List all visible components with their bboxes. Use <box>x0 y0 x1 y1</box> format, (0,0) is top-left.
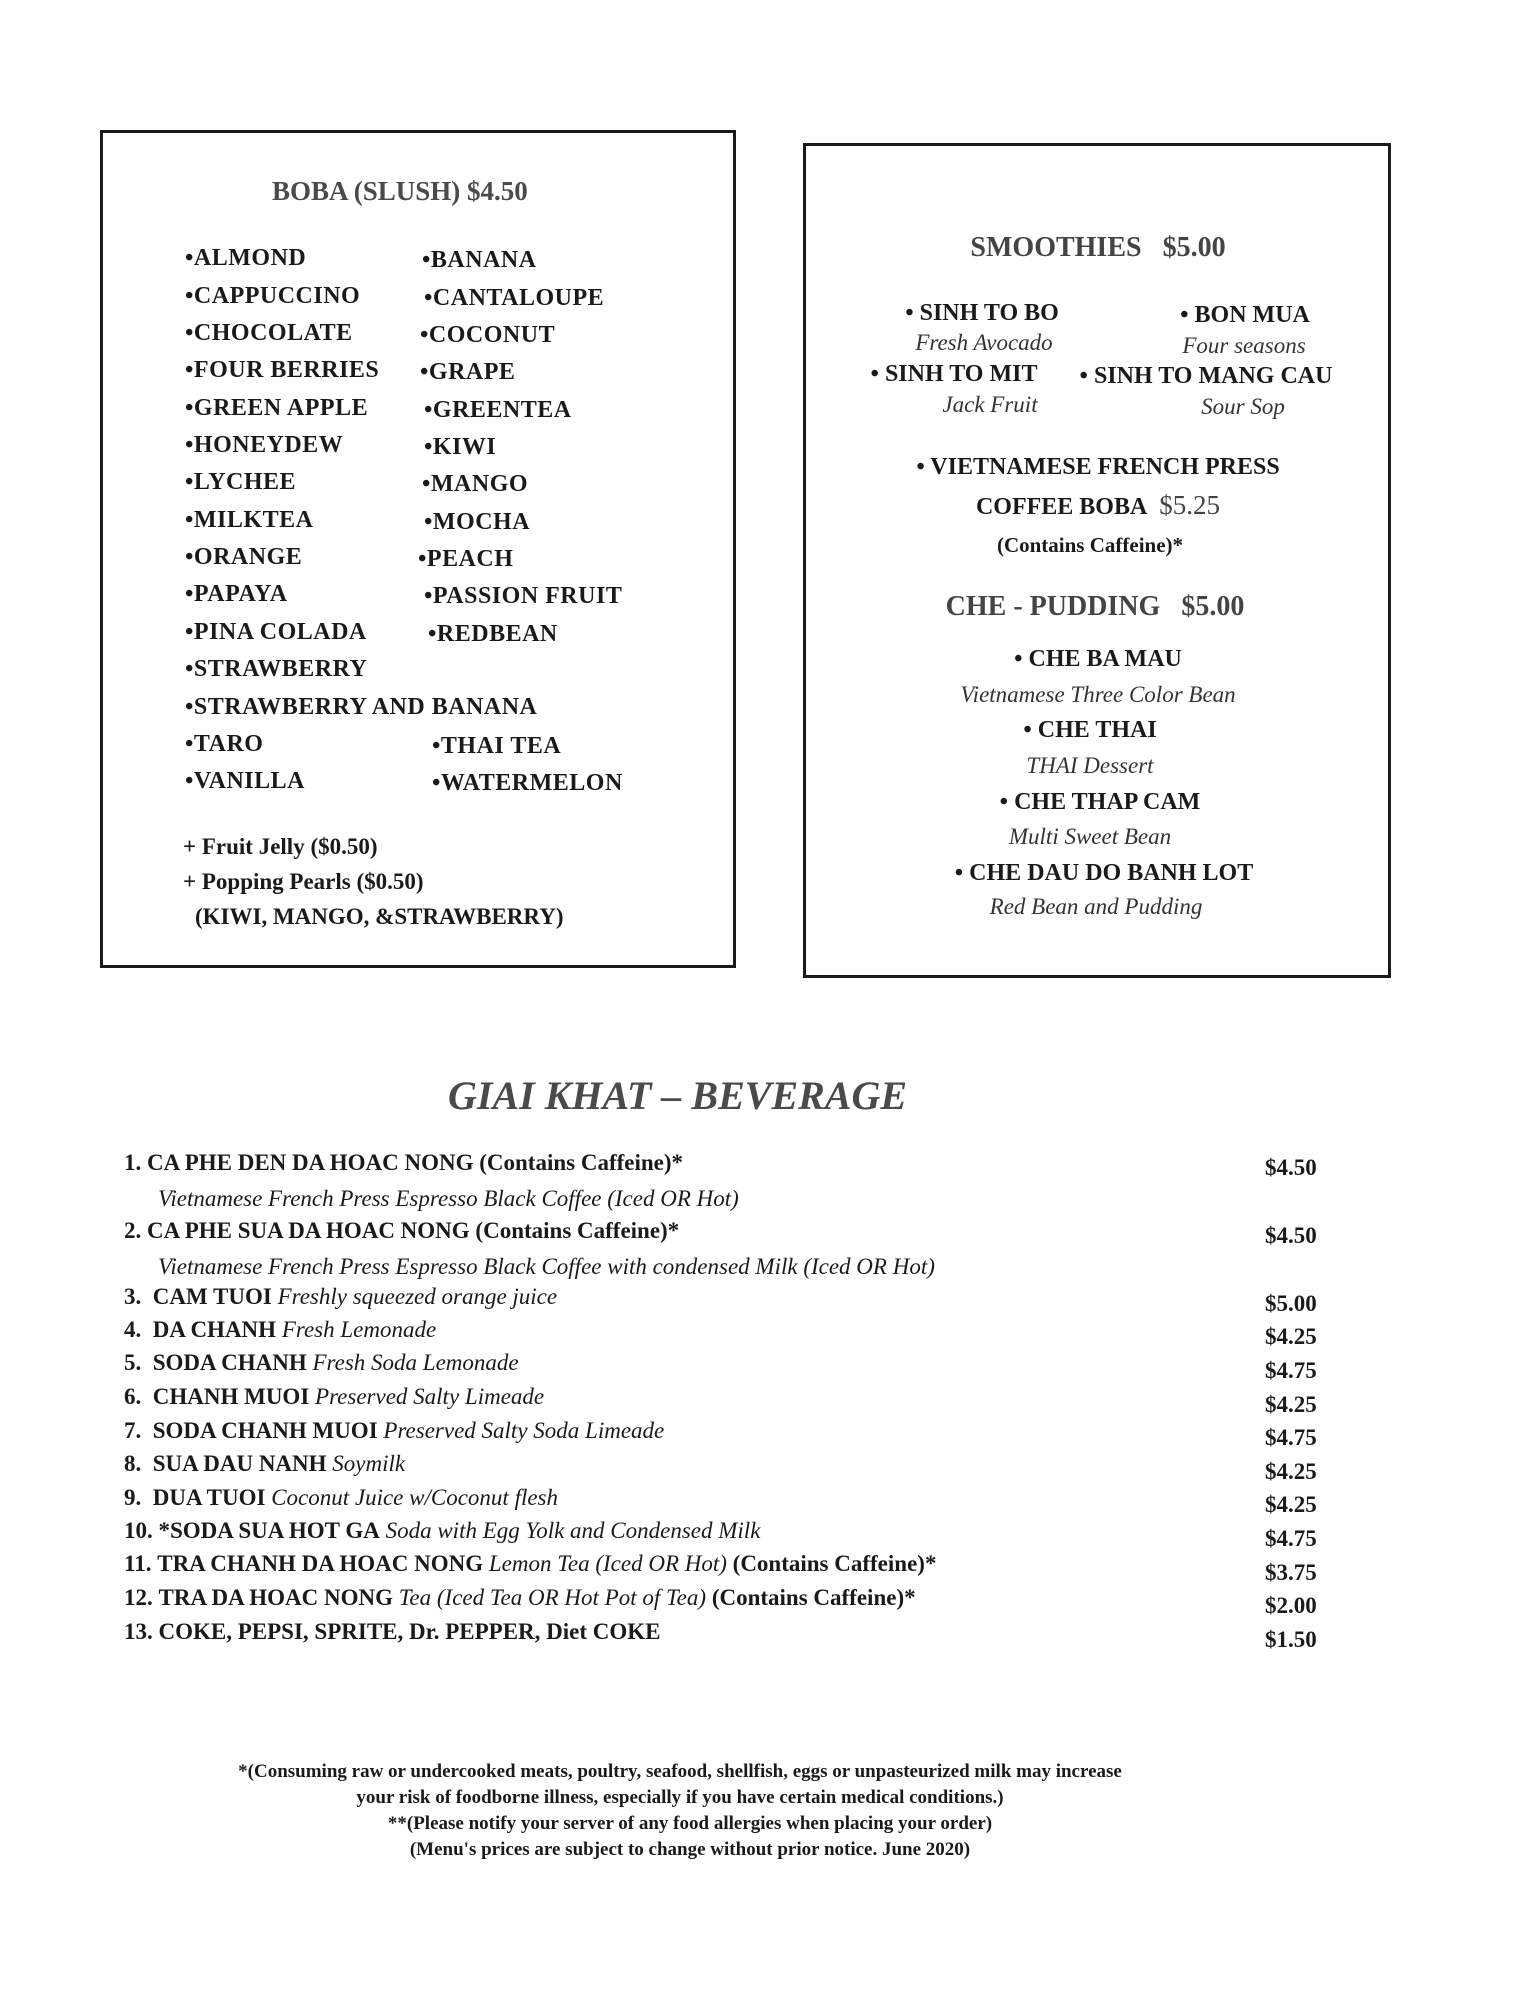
beverage-price: $4.75 <box>1265 1358 1317 1383</box>
che-item-name: • CHE THAP CAM <box>999 789 1201 815</box>
beverage-title: GIAI KHAT – BEVERAGE <box>448 1073 908 1118</box>
beverage-item: 3. CAM TUOI Freshly squeezed orange juice <box>124 1284 558 1309</box>
boba-flavor: •PASSION FRUIT <box>424 583 623 609</box>
boba-flavor: •WATERMELON <box>432 770 623 796</box>
smoothie-item-name: • SINH TO BO <box>905 300 1059 326</box>
boba-flavor: •HONEYDEW <box>185 432 344 458</box>
beverage-item: 4. DA CHANH Fresh Lemonade <box>124 1317 437 1342</box>
smoothie-item-name: • SINH TO MANG CAU <box>1079 363 1333 389</box>
boba-flavor: •KIWI <box>424 434 497 460</box>
che-item-desc: THAI Dessert <box>1026 753 1154 778</box>
footer-note: *(Consuming raw or undercooked meats, poultry, seafood, shellfish, eggs or unpasteurized milk may increase <box>238 1761 1122 1782</box>
boba-flavor: •MOCHA <box>424 509 531 535</box>
beverage-item: 1. CA PHE DEN DA HOAC NONG (Contains Caffeine)* <box>124 1150 684 1175</box>
beverage-price: $4.25 <box>1265 1492 1317 1517</box>
beverage-item: 2. CA PHE SUA DA HOAC NONG (Contains Caffeine)* <box>124 1218 680 1243</box>
beverage-desc: Vietnamese French Press Espresso Black Coffee with condensed Milk (Iced OR Hot) <box>158 1254 935 1279</box>
beverage-price: $5.00 <box>1265 1291 1317 1316</box>
coffee-boba-line2 <box>976 490 1220 521</box>
smoothie-item-desc: Four seasons <box>1182 333 1306 358</box>
beverage-price: $4.75 <box>1265 1425 1317 1450</box>
beverage-price: $4.25 <box>1265 1459 1317 1484</box>
boba-flavor: •CANTALOUPE <box>424 285 605 311</box>
boba-flavor: •VANILLA <box>185 768 305 794</box>
che-title: CHE - PUDDING $5.00 <box>945 591 1245 622</box>
smoothie-item-desc: Jack Fruit <box>942 392 1038 417</box>
beverage-item: 7. SODA CHANH MUOI Preserved Salty Soda Limeade <box>124 1418 665 1443</box>
boba-flavor: •PINA COLADA <box>185 619 367 645</box>
coffee-boba-note: (Contains Caffeine)* <box>996 533 1184 557</box>
beverage-price: $4.75 <box>1265 1526 1317 1551</box>
boba-flavor: •ORANGE <box>185 544 303 570</box>
boba-flavor: •PEACH <box>418 546 514 572</box>
smoothie-item-name: • BON MUA <box>1180 302 1310 328</box>
coffee-boba-name: COFFEE BOBA <box>975 494 1148 520</box>
beverage-item: 6. CHANH MUOI Preserved Salty Limeade <box>124 1384 545 1409</box>
boba-flavor: •THAI TEA <box>432 733 562 759</box>
boba-flavor: •GREENTEA <box>424 397 572 423</box>
boba-flavor: •STRAWBERRY AND BANANA <box>185 694 538 720</box>
beverage-price: $4.50 <box>1265 1155 1317 1180</box>
boba-addon: + Fruit Jelly ($0.50) <box>183 834 378 859</box>
beverage-item: 13. COKE, PEPSI, SPRITE, Dr. PEPPER, Diet COKE <box>124 1619 661 1644</box>
che-item-name: • CHE THAI <box>1023 717 1157 743</box>
che-item-name: • CHE BA MAU <box>1014 646 1182 672</box>
footer-note: (Menu's prices are subject to change without prior notice. June 2020) <box>409 1839 971 1860</box>
boba-flavor: •GRAPE <box>420 359 516 385</box>
coffee-boba-price: $5.25 <box>1159 490 1221 520</box>
beverage-item: 8. SUA DAU NANH Soymilk <box>124 1451 406 1476</box>
smoothie-item-desc: Fresh Avocado <box>915 330 1053 355</box>
beverage-item: 11. TRA CHANH DA HOAC NONG Lemon Tea (Iced OR Hot) (Contains Caffeine)* <box>124 1551 937 1576</box>
coffee-boba-line1: • VIETNAMESE FRENCH PRESS <box>916 454 1280 480</box>
beverage-item: 9. DUA TUOI Coconut Juice w/Coconut flesh <box>124 1485 559 1510</box>
beverage-item: 5. SODA CHANH Fresh Soda Lemonade <box>124 1350 519 1375</box>
boba-flavor: •CHOCOLATE <box>185 320 353 346</box>
boba-flavor: •MILKTEA <box>185 507 314 533</box>
beverage-price: $4.50 <box>1265 1223 1317 1248</box>
beverage-item: 12. TRA DA HOAC NONG Tea (Iced Tea OR Hot Pot of Tea) (Contains Caffeine)* <box>124 1585 916 1610</box>
boba-flavor: •REDBEAN <box>428 621 558 647</box>
boba-title: BOBA (SLUSH) $4.50 <box>272 176 528 206</box>
beverage-price: $4.25 <box>1265 1392 1317 1417</box>
beverage-item: 10. *SODA SUA HOT GA Soda with Egg Yolk and Condensed Milk <box>124 1518 761 1543</box>
footer-note: **(Please notify your server of any food allergies when placing your order) <box>387 1813 993 1834</box>
boba-flavor: •PAPAYA <box>185 581 288 607</box>
boba-flavor: •FOUR BERRIES <box>185 357 380 383</box>
boba-flavor: •STRAWBERRY <box>185 656 368 682</box>
boba-flavor: •MANGO <box>422 471 529 497</box>
smoothie-section-box <box>803 143 1391 978</box>
beverage-price: $1.50 <box>1265 1627 1317 1652</box>
boba-flavor: •TARO <box>185 731 264 757</box>
boba-flavor: •LYCHEE <box>185 469 297 495</box>
beverage-price: $3.75 <box>1265 1560 1317 1585</box>
boba-addon-note: (KIWI, MANGO, &STRAWBERRY) <box>195 904 564 929</box>
che-item-name: • CHE DAU DO BANH LOT <box>954 860 1254 886</box>
boba-flavor: •CAPPUCCINO <box>185 283 361 309</box>
boba-addon: + Popping Pearls ($0.50) <box>183 869 424 894</box>
boba-flavor: •ALMOND <box>185 245 307 271</box>
che-item-desc: Vietnamese Three Color Bean <box>960 682 1236 707</box>
boba-flavor: •COCONUT <box>420 322 556 348</box>
footer-note: your risk of foodborne illness, especially if you have certain medical conditions.) <box>356 1787 1004 1808</box>
boba-flavor: •BANANA <box>422 247 537 273</box>
beverage-desc: Vietnamese French Press Espresso Black Coffee (Iced OR Hot) <box>158 1186 739 1211</box>
beverage-price: $2.00 <box>1265 1593 1317 1618</box>
smoothie-item-name: • SINH TO MIT <box>870 361 1038 387</box>
boba-flavor: •GREEN APPLE <box>185 395 369 421</box>
beverage-price: $4.25 <box>1265 1324 1317 1349</box>
smoothie-item-desc: Sour Sop <box>1201 394 1285 419</box>
smoothies-title: SMOOTHIES $5.00 <box>970 232 1226 263</box>
che-item-desc: Multi Sweet Bean <box>1008 824 1172 849</box>
che-item-desc: Red Bean and Pudding <box>989 894 1203 919</box>
